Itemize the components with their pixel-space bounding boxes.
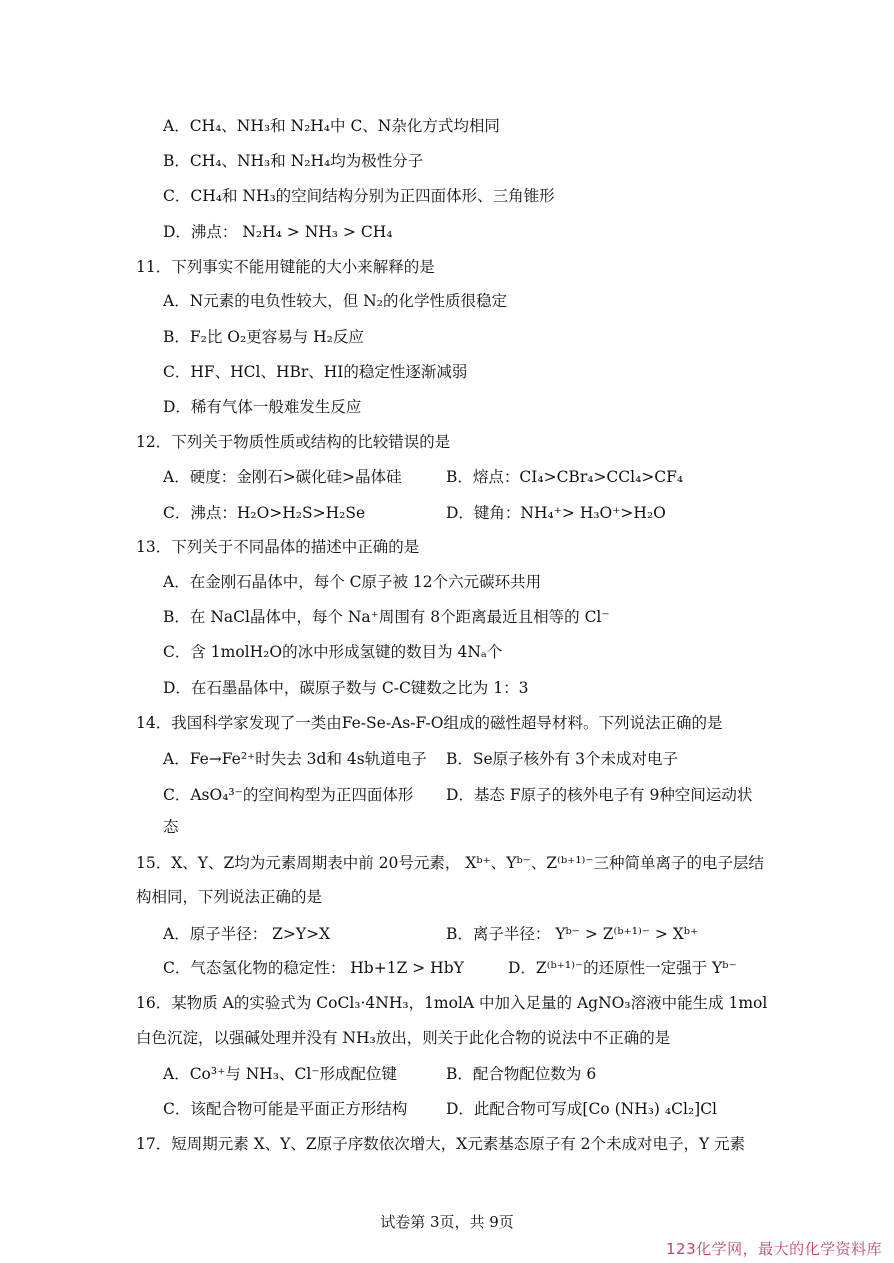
q16-option-b: B．配合物配位数为 6 bbox=[446, 1065, 597, 1083]
q10-option-d: D．沸点： N₂H₄ > NH₃ > CH₄ bbox=[163, 223, 393, 241]
q10-option-a: A．CH₄、NH₃和 N₂H₄中 C、N杂化方式均相同 bbox=[163, 117, 500, 135]
q16-stem-line2: 白色沉淀，以强碱处理并没有 NH₃放出，则关于此化合物的说法中不正确的是 bbox=[136, 1029, 671, 1047]
watermark-text: 123化学网，最大的化学资料库 bbox=[666, 1240, 883, 1258]
q15-stem-line1: 15．X、Y、Z均为元素周期表中前 20号元素， Xᵇ⁺、Yᵇ⁻、Z⁽ᵇ⁺¹⁾⁻三种简单离子的电子层结 bbox=[136, 854, 765, 872]
q12-option-d: D．键角：NH₄⁺> H₃O⁺>H₂O bbox=[446, 504, 666, 522]
q12-option-b: B．熔点：CI₄>CBr₄>CCl₄>CF₄ bbox=[446, 468, 684, 486]
q10-option-b: B．CH₄、NH₃和 N₂H₄均为极性分子 bbox=[163, 152, 424, 170]
q15-option-a: A．原子半径： Z>Y>X bbox=[163, 925, 331, 943]
q11-option-c: C．HF、HCl、HBr、HI的稳定性逐渐减弱 bbox=[163, 363, 468, 381]
q13-stem: 13．下列关于不同晶体的描述中正确的是 bbox=[136, 538, 420, 556]
q10-option-c: C．CH₄和 NH₃的空间结构分别为正四面体形、三角锥形 bbox=[163, 187, 555, 205]
q15-option-b: B．离子半径： Yᵇ⁻ > Z⁽ᵇ⁺¹⁾⁻ > Xᵇ⁺ bbox=[446, 925, 699, 943]
q16-option-d: D．此配合物可写成[Co (NH₃) ₄Cl₂]Cl bbox=[446, 1100, 718, 1118]
q15-option-d: D．Z⁽ᵇ⁺¹⁾⁻的还原性一定强于 Yᵇ⁻ bbox=[508, 959, 737, 977]
q12-stem: 12．下列关于物质性质或结构的比较错误的是 bbox=[136, 433, 451, 451]
q11-option-d: D．稀有气体一般难发生反应 bbox=[163, 398, 362, 416]
q14-option-d-continuation: 态 bbox=[163, 818, 179, 836]
q13-option-a: A．在金刚石晶体中，每个 C原子被 12个六元碳环共用 bbox=[163, 573, 542, 591]
q13-option-d: D．在石墨晶体中，碳原子数与 C-C键数之比为 1：3 bbox=[163, 679, 529, 697]
q16-stem-line1: 16．某物质 A的实验式为 CoCl₃·4NH₃，1molA 中加入足量的 AgNO₃溶液中能生成 1mol bbox=[136, 994, 768, 1012]
q13-option-b: B．在 NaCl晶体中，每个 Na⁺周围有 8个距离最近且相等的 Cl⁻ bbox=[163, 608, 610, 626]
q15-stem-line2: 构相同，下列说法正确的是 bbox=[136, 888, 323, 906]
q14-stem: 14．我国科学家发现了一类由Fe-Se-As-F-O组成的磁性超导材料。下列说法正确的是 bbox=[136, 714, 723, 732]
q14-option-c: C．AsO₄³⁻的空间构型为正四面体形 bbox=[163, 786, 414, 804]
q13-option-c: C．含 1molH₂O的冰中形成氢键的数目为 4Nₐ个 bbox=[163, 643, 503, 661]
q11-option-a: A．N元素的电负性较大，但 N₂的化学性质很稳定 bbox=[163, 292, 507, 310]
q17-stem-line1: 17．短周期元素 X、Y、Z原子序数依次增大，X元素基态原子有 2个未成对电子，Y 元素 bbox=[136, 1135, 746, 1153]
q16-option-c: C．该配合物可能是平面正方形结构 bbox=[163, 1100, 408, 1118]
q14-option-d: D．基态 F原子的核外电子有 9种空间运动状 bbox=[446, 786, 753, 804]
q12-option-a: A．硬度：金刚石>碳化硅>晶体硅 bbox=[163, 468, 402, 486]
q12-option-c: C．沸点：H₂O>H₂S>H₂Se bbox=[163, 504, 366, 522]
q11-option-b: B．F₂比 O₂更容易与 H₂反应 bbox=[163, 328, 364, 346]
page-footer: 试卷第 3页，共 9页 bbox=[380, 1213, 514, 1231]
q11-stem: 11．下列事实不能用键能的大小来解释的是 bbox=[136, 258, 435, 276]
q14-option-a: A．Fe→Fe²⁺时失去 3d和 4s轨道电子 bbox=[163, 750, 427, 768]
q15-option-c: C．气态氢化物的稳定性： Hb+1Z > HbY bbox=[163, 959, 464, 977]
q16-option-a: A．Co³⁺与 NH₃、Cl⁻形成配位键 bbox=[163, 1065, 397, 1083]
q14-option-b: B．Se原子核外有 3个未成对电子 bbox=[446, 750, 678, 768]
